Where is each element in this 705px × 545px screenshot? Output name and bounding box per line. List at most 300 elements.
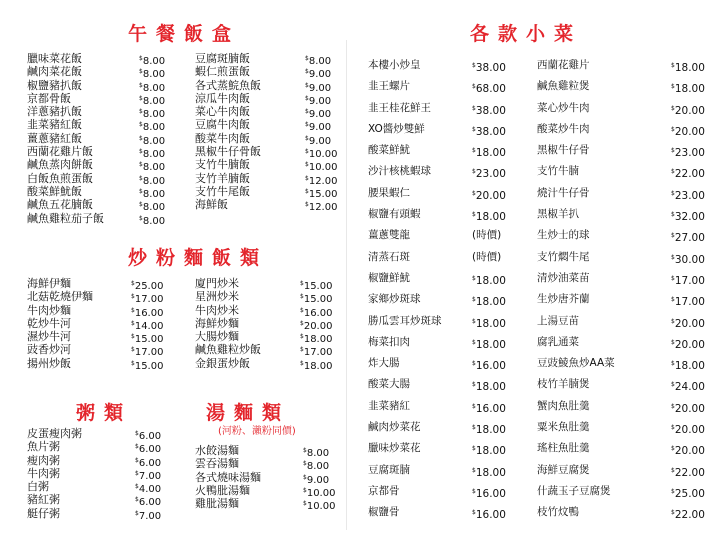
currency-symbol: $: [303, 486, 307, 494]
currency-symbol: $: [472, 104, 476, 112]
menu-item-price-value: 20.00: [674, 125, 705, 138]
menu-item-price-value: 9.00: [308, 122, 332, 134]
menu-item-name: 牛肉炒米: [195, 303, 239, 317]
menu-item-name: 海鮮飯: [195, 198, 228, 212]
menu-item-price-value: 17.00: [134, 294, 164, 306]
menu-item-name: 各式燒味湯麵: [195, 470, 261, 484]
currency-symbol: $: [305, 81, 309, 89]
menu-item-price-value: 18.00: [475, 296, 506, 309]
menu-item-name: 揚州炒飯: [27, 356, 71, 370]
menu-item-price-value: 38.00: [475, 125, 506, 138]
menu-item-price-value: 18.00: [475, 211, 506, 224]
menu-item-price: [472, 247, 501, 268]
menu-item-name: 勝瓜雲耳炒斑球: [368, 314, 442, 327]
menu-item-name: 腐乳通菜: [537, 335, 579, 348]
currency-symbol: $: [135, 443, 139, 451]
currency-symbol: $: [300, 359, 304, 367]
menu-item-name: 椒鹽骨: [368, 506, 400, 519]
menu-item-price-value: 16.00: [475, 402, 506, 415]
lunch-section-title: 午餐飯盒: [128, 23, 241, 45]
menu-item-price-value: 15.00: [303, 281, 333, 292]
menu-item-price-value: 25.00: [134, 281, 164, 292]
menu-item-price-value: 22.00: [674, 168, 705, 181]
menu-item-price-value: 16.00: [475, 487, 506, 500]
menu-item-price-value: 38.00: [475, 104, 506, 117]
currency-symbol: $: [131, 306, 135, 314]
currency-symbol: $: [303, 500, 307, 508]
currency-symbol: $: [300, 319, 304, 327]
menu-item-name: 韭王螺片: [368, 80, 410, 93]
menu-item-price-value: 18.00: [475, 147, 506, 160]
menu-item-price: [131, 357, 163, 373]
currency-symbol: $: [472, 83, 476, 91]
menu-item-name: 濕炒牛河: [27, 330, 71, 344]
currency-symbol: $: [671, 424, 675, 432]
menu-item-price: [472, 225, 501, 246]
menu-item-name: 火鴨肶湯麵: [195, 483, 250, 497]
menu-item-name: 鹹肉菜花飯: [27, 65, 82, 79]
menu-item-price: [139, 212, 165, 228]
menu-item-name: 薑蔥雙龍: [368, 229, 410, 242]
menu-item-name: 北菇乾燒伊麵: [27, 290, 93, 304]
menu-item-price-value: 10.00: [308, 162, 338, 174]
currency-symbol: $: [135, 430, 139, 437]
menu-item-price-value: 8.00: [142, 149, 166, 161]
menu-item-price-value: 8.00: [142, 162, 166, 174]
currency-symbol: $: [135, 469, 139, 477]
menu-item-price-value: 6.00: [138, 444, 162, 456]
menu-item-price-value: 18.00: [303, 360, 333, 372]
menu-item-name: 鹹魚蒸肉餅飯: [27, 158, 93, 172]
menu-item-name: 鹹魚五花腩飯: [27, 198, 93, 212]
menu-item-price-value: 7.00: [138, 510, 162, 522]
currency-symbol: $: [305, 68, 309, 76]
menu-item-price-value: (時價): [472, 250, 502, 263]
menu-item-price-value: 10.00: [308, 149, 338, 161]
menu-item-price-value: 8.00: [308, 56, 332, 67]
currency-symbol: $: [139, 81, 143, 89]
menu-item-price-value: 8.00: [306, 461, 330, 473]
menu-item-name: 鹹魚雞粒茄子飯: [27, 211, 104, 225]
menu-item-name: 涼瓜牛肉飯: [195, 91, 250, 105]
menu-item-price-value: 4.00: [138, 484, 162, 496]
currency-symbol: $: [472, 62, 476, 69]
menu-item-name: 乾炒牛河: [27, 316, 71, 330]
menu-item-price-value: 8.00: [142, 215, 166, 227]
menu-item-name: 魚片粥: [27, 440, 60, 454]
menu-item-price-value: 22.00: [674, 466, 705, 479]
currency-symbol: $: [472, 125, 476, 133]
currency-symbol: $: [139, 68, 143, 76]
menu-item-name: 鹹魚雞粒煲: [537, 80, 590, 93]
menu-item-name: 椒鹽鮮魷: [368, 271, 410, 284]
menu-item-price-value: 6.00: [138, 497, 162, 509]
menu-item-price-value: 18.00: [674, 62, 705, 74]
menu-item-name: 薑蔥豬紅飯: [27, 131, 82, 145]
menu-item-price-value: 22.00: [674, 509, 705, 522]
menu-item-name: 酸菜鮮魷飯: [27, 184, 82, 198]
dishes-section-title: 各款小菜: [470, 23, 583, 45]
currency-symbol: $: [472, 424, 476, 432]
menu-item-name: 支竹牛腩飯: [195, 158, 250, 172]
menu-item-name: 上湯豆苗: [537, 314, 579, 327]
currency-symbol: $: [139, 148, 143, 156]
menu-item-price-value: 9.00: [308, 95, 332, 107]
menu-item-name: 豆腐牛肉飯: [195, 118, 250, 132]
menu-item-price-value: 23.00: [674, 147, 705, 160]
currency-symbol: $: [135, 483, 139, 491]
currency-symbol: $: [305, 187, 309, 195]
menu-item-name: 豬紅粥: [27, 493, 60, 507]
menu-item-price-value: 18.00: [303, 334, 333, 346]
menu-item-price-value: 15.00: [134, 334, 164, 346]
menu-item-price-value: 20.00: [674, 338, 705, 351]
currency-symbol: $: [139, 187, 143, 195]
menu-item-name: 水餃湯麵: [195, 444, 239, 457]
menu-item-name: 臘味菜花飯: [27, 52, 82, 65]
currency-symbol: $: [139, 214, 143, 222]
menu-item-price: [305, 198, 337, 214]
menu-item-price-value: 18.00: [475, 424, 506, 437]
menu-item-price-value: 9.00: [306, 474, 330, 486]
menu-item-price-value: 10.00: [306, 501, 336, 513]
menu-item-price-value: 18.00: [475, 466, 506, 479]
menu-item-name: 瘦肉粥: [27, 453, 60, 467]
menu-item-name: 艇仔粥: [27, 506, 60, 520]
currency-symbol: $: [671, 445, 675, 453]
currency-symbol: $: [671, 83, 675, 91]
menu-item-name: 韭菜豬紅: [368, 399, 410, 412]
menu-item-price: [671, 502, 705, 526]
menu-item-name: 枝竹炆鴨: [537, 506, 579, 519]
menu-item-name: 酸菜牛肉飯: [195, 131, 250, 145]
currency-symbol: $: [300, 306, 304, 314]
menu-item-name: 洋蔥豬扒飯: [27, 105, 82, 119]
column-divider: [346, 40, 347, 530]
currency-symbol: $: [671, 62, 675, 69]
currency-symbol: $: [671, 232, 675, 240]
menu-item-price-value: 8.00: [306, 448, 330, 459]
currency-symbol: $: [305, 55, 309, 62]
currency-symbol: $: [303, 447, 307, 454]
currency-symbol: $: [472, 317, 476, 325]
currency-symbol: $: [139, 161, 143, 169]
menu-item-name: 本樓小炒皇: [368, 59, 421, 71]
currency-symbol: $: [139, 94, 143, 102]
currency-symbol: $: [305, 94, 309, 102]
menu-item-price-value: 16.00: [134, 307, 164, 319]
menu-item-name: 蟹肉魚肚羹: [537, 399, 590, 412]
congee-section-title: 粥類: [76, 402, 133, 424]
currency-symbol: $: [671, 147, 675, 155]
currency-symbol: $: [472, 274, 476, 282]
currency-symbol: $: [135, 456, 139, 464]
menu-item-price-value: 24.00: [674, 381, 705, 394]
currency-symbol: $: [472, 338, 476, 346]
menu-item-price-value: 8.00: [142, 69, 166, 81]
currency-symbol: $: [472, 402, 476, 410]
menu-item-price-value: (時價): [472, 229, 502, 242]
menu-item-name: 梅菜扣肉: [368, 335, 410, 348]
currency-symbol: $: [671, 168, 675, 176]
menu-item-price-value: 18.00: [475, 317, 506, 330]
menu-item-price-value: 8.00: [142, 109, 166, 121]
currency-symbol: $: [139, 121, 143, 129]
menu-item-price-value: 17.00: [134, 347, 164, 359]
menu-item-price-value: 12.00: [308, 202, 338, 214]
menu-item-price-value: 16.00: [475, 509, 506, 522]
menu-item-price-value: 10.00: [306, 487, 336, 499]
currency-symbol: $: [671, 296, 675, 304]
menu-item-name: 黑椒羊扒: [537, 208, 579, 221]
menu-item-price-value: 16.00: [303, 307, 333, 319]
currency-symbol: $: [300, 346, 304, 354]
menu-item-name: 菜心炒牛肉: [537, 101, 590, 114]
currency-symbol: $: [303, 460, 307, 468]
menu-item-price-value: 8.00: [142, 82, 166, 94]
menu-item-price-value: 8.00: [142, 202, 166, 214]
menu-item-name: 家鄉炒斑球: [368, 293, 421, 306]
currency-symbol: $: [472, 381, 476, 389]
menu-item-price-value: 8.00: [142, 175, 166, 187]
menu-item-name: 清蒸石斑: [368, 250, 410, 263]
menu-item-price-value: 14.00: [134, 320, 164, 332]
menu-item-price-value: 12.00: [308, 175, 338, 187]
menu-item-price-value: 20.00: [674, 402, 705, 415]
menu-item-price-value: 8.00: [142, 122, 166, 134]
menu-item-name: 支竹牛尾飯: [195, 184, 250, 198]
currency-symbol: $: [671, 274, 675, 282]
currency-symbol: $: [300, 333, 304, 341]
currency-symbol: $: [139, 201, 143, 209]
menu-item-price-value: 20.00: [674, 317, 705, 330]
menu-item-name: 枝竹羊腩煲: [537, 378, 590, 391]
menu-item-name: 豉香炒河: [27, 343, 71, 357]
menu-item-price-value: 6.00: [138, 457, 162, 469]
currency-symbol: $: [472, 189, 476, 197]
menu-item-name: 蝦仁煎蛋飯: [195, 65, 250, 79]
menu-item-name: 鹹肉炒菜花: [368, 421, 421, 434]
menu-item-name: 粟米魚肚羹: [537, 421, 590, 434]
menu-item-name: 星洲炒米: [195, 290, 239, 304]
menu-item-name: 廈門炒米: [195, 277, 239, 290]
currency-symbol: $: [671, 211, 675, 219]
menu-item-price-value: 9.00: [308, 82, 332, 94]
menu-item-price-value: 9.00: [308, 135, 332, 147]
currency-symbol: $: [131, 280, 135, 287]
menu-item-name: 海鮮伊麵: [27, 277, 71, 290]
currency-symbol: $: [305, 161, 309, 169]
menu-item-price-value: 18.00: [674, 360, 705, 373]
menu-item-price: [303, 497, 335, 513]
currency-symbol: $: [671, 338, 675, 346]
currency-symbol: $: [305, 148, 309, 156]
menu-item-name: 臘味炒菜花: [368, 442, 421, 455]
currency-symbol: $: [305, 134, 309, 142]
currency-symbol: $: [671, 104, 675, 112]
currency-symbol: $: [671, 509, 675, 517]
currency-symbol: $: [472, 466, 476, 474]
menu-item-name: 生炒唐芥蘭: [537, 293, 590, 306]
menu-item-name: 沙汁核桃蝦球: [368, 165, 431, 178]
menu-item-price-value: 23.00: [674, 189, 705, 202]
menu-item-price-value: 8.00: [142, 95, 166, 107]
menu-item-name: 雞肶湯麵: [195, 497, 239, 511]
menu-item-price-value: 20.00: [674, 424, 705, 437]
menu-item-name: 牛肉粥: [27, 466, 60, 480]
currency-symbol: $: [671, 317, 675, 325]
currency-symbol: $: [300, 293, 304, 301]
menu-item-name: 支竹燜牛尾: [537, 250, 590, 263]
currency-symbol: $: [472, 147, 476, 155]
menu-item-price-value: 30.00: [674, 253, 705, 266]
menu-item-price-value: 18.00: [475, 274, 506, 287]
menu-item-name: 鹹魚雞粒炒飯: [195, 343, 261, 357]
currency-symbol: $: [135, 496, 139, 504]
menu-item-price-value: 9.00: [308, 109, 332, 121]
menu-item-price-value: 6.00: [138, 431, 162, 442]
fried-section-title: 炒粉麵飯類: [128, 247, 269, 269]
menu-item-price-value: 7.00: [138, 470, 162, 482]
currency-symbol: $: [139, 108, 143, 116]
menu-item-name: 西蘭花雞片飯: [27, 145, 93, 159]
menu-item-name: 韭菜豬紅飯: [27, 118, 82, 132]
menu-item-name: 豆豉鯪魚炒AA菜: [537, 357, 615, 370]
menu-item-name: 酸菜鮮魷: [368, 144, 410, 157]
currency-symbol: $: [139, 55, 143, 62]
menu-item-name: 海鮮炒麵: [195, 316, 239, 330]
menu-item-price-value: 20.00: [674, 445, 705, 458]
menu-item-name: 支竹羊腩飯: [195, 171, 250, 185]
currency-symbol: $: [305, 121, 309, 129]
currency-symbol: $: [131, 293, 135, 301]
menu-item-name: 金銀蛋炒飯: [195, 356, 250, 370]
menu-item-price: [135, 507, 161, 523]
menu-item-price-value: 8.00: [142, 135, 166, 147]
menu-item-name: 大腸炒麵: [195, 330, 239, 344]
menu-item-name: 白飯魚煎蛋飯: [27, 171, 93, 185]
menu-item-price: [472, 502, 506, 526]
menu-item-name: 酸菜炒牛肉: [537, 122, 590, 135]
currency-symbol: $: [131, 346, 135, 354]
currency-symbol: $: [671, 360, 675, 368]
currency-symbol: $: [671, 466, 675, 474]
currency-symbol: $: [131, 359, 135, 367]
menu-item-price-value: 18.00: [475, 445, 506, 458]
menu-item-name: 雲吞湯麵: [195, 457, 239, 471]
menu-item-price-value: 17.00: [674, 274, 705, 287]
menu-item-price-value: 18.00: [475, 338, 506, 351]
menu-item-name: 韭王桂花鮮王: [368, 101, 431, 114]
menu-item-name: 豆腐斑腩飯: [195, 52, 250, 65]
menu-item-price-value: 16.00: [475, 360, 506, 373]
menu-item-name: XO醬炒雙鮮: [368, 122, 425, 135]
menu-item-price-value: 32.00: [674, 211, 705, 224]
menu-item-name: 燒汁牛仔骨: [537, 186, 590, 199]
menu-item-name: 各式蒸鯇魚飯: [195, 78, 261, 92]
menu-item-price-value: 20.00: [674, 104, 705, 117]
menu-item-price-value: 20.00: [475, 189, 506, 202]
menu-item-price-value: 23.00: [475, 168, 506, 181]
menu-item-name: 牛肉炒麵: [27, 303, 71, 317]
menu-item-name: 炸大腸: [368, 357, 400, 370]
menu-item-name: 支竹牛腩: [537, 165, 579, 178]
currency-symbol: $: [139, 134, 143, 142]
menu-item-price-value: 20.00: [303, 320, 333, 332]
menu-item-price-value: 18.00: [475, 381, 506, 394]
soup-subtitle: (河粉、瀨粉同價): [218, 426, 296, 437]
currency-symbol: $: [671, 402, 675, 410]
menu-item-name: 京都骨: [368, 484, 400, 497]
menu-item-price-value: 38.00: [475, 62, 506, 74]
currency-symbol: $: [472, 445, 476, 453]
menu-item-name: 黑椒牛仔骨飯: [195, 145, 261, 159]
currency-symbol: $: [131, 319, 135, 327]
menu-item-name: 白粥: [27, 480, 49, 494]
currency-symbol: $: [303, 473, 307, 481]
menu-item-name: 清炒油菜苗: [537, 271, 590, 284]
menu-item-name: 腰果蝦仁: [368, 186, 410, 199]
menu-item-name: 皮蛋瘦肉粥: [27, 427, 82, 440]
menu-item-price-value: 15.00: [308, 188, 338, 200]
currency-symbol: $: [472, 296, 476, 304]
menu-item-price-value: 18.00: [674, 83, 705, 96]
currency-symbol: $: [472, 487, 476, 495]
currency-symbol: $: [671, 381, 675, 389]
menu-item-name: 椒鹽有頭蝦: [368, 208, 421, 221]
currency-symbol: $: [305, 108, 309, 116]
menu-item-price-value: 17.00: [303, 347, 333, 359]
currency-symbol: $: [472, 360, 476, 368]
menu-item-name: 海鮮豆腐煲: [537, 463, 590, 476]
currency-symbol: $: [305, 174, 309, 182]
menu-item-price-value: 17.00: [674, 296, 705, 309]
menu-item-name: 什蔬玉子豆腐煲: [537, 484, 611, 497]
menu-item-price: [300, 357, 332, 373]
currency-symbol: $: [671, 189, 675, 197]
currency-symbol: $: [671, 125, 675, 133]
currency-symbol: $: [135, 509, 139, 517]
menu-item-name: 酸菜大腸: [368, 378, 410, 391]
menu-item-name: 瑤柱魚肚羹: [537, 442, 590, 455]
currency-symbol: $: [472, 168, 476, 176]
menu-item-price-value: 8.00: [142, 56, 166, 67]
currency-symbol: $: [671, 253, 675, 261]
currency-symbol: $: [305, 201, 309, 209]
menu-item-price-value: 25.00: [674, 487, 705, 500]
menu-item-name: 菜心牛肉飯: [195, 105, 250, 119]
currency-symbol: $: [671, 487, 675, 495]
menu-item-price-value: 9.00: [308, 69, 332, 81]
menu-item-price-value: 27.00: [674, 232, 705, 245]
menu-item-price-value: 8.00: [142, 188, 166, 200]
menu-item-name: 黑椒牛仔骨: [537, 144, 590, 157]
menu-item-name: 椒鹽豬扒飯: [27, 78, 82, 92]
currency-symbol: $: [472, 211, 476, 219]
currency-symbol: $: [131, 333, 135, 341]
menu-item-price-value: 15.00: [134, 360, 164, 372]
currency-symbol: $: [472, 509, 476, 517]
currency-symbol: $: [300, 280, 304, 287]
currency-symbol: $: [139, 174, 143, 182]
menu-item-name: 西蘭花雞片: [537, 59, 590, 71]
menu-item-price-value: 15.00: [303, 294, 333, 306]
soup-section-title: 湯麵類: [206, 402, 291, 424]
menu-item-name: 豆腐斑腩: [368, 463, 410, 476]
menu-item-name: 京都骨飯: [27, 91, 71, 105]
menu-item-price-value: 68.00: [475, 83, 506, 96]
menu-item-name: 生炒士的球: [537, 229, 590, 242]
